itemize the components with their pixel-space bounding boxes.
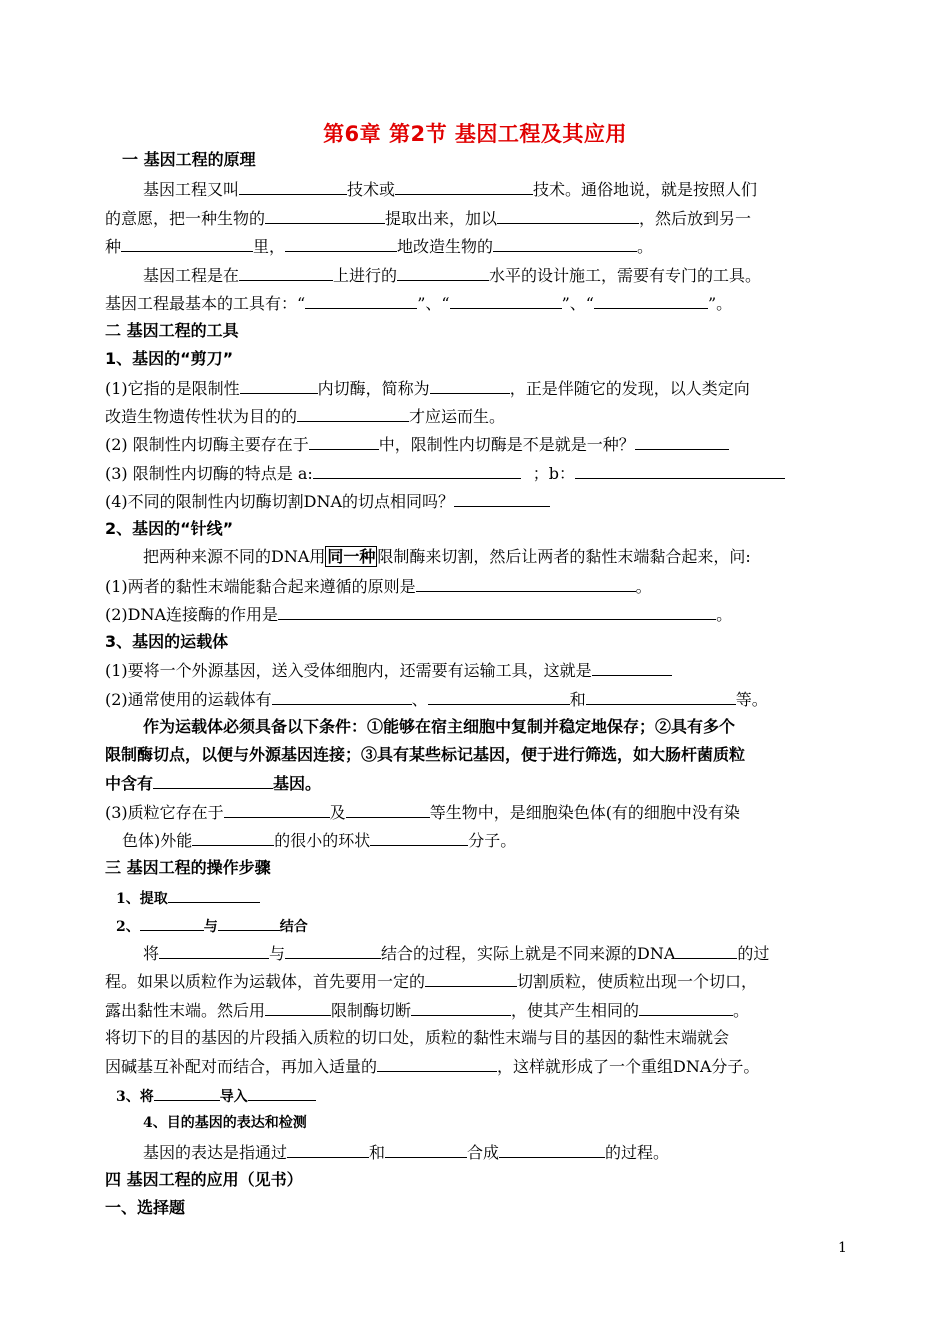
answer-blank[interactable] xyxy=(140,915,204,931)
paragraph-line: 将切下的目的基因的片段插入质粒的切口处，质粒的黏性末端与目的基因的黏性末端就会 xyxy=(105,1028,730,1047)
answer-blank[interactable] xyxy=(425,971,517,987)
paragraph-line: 基因工程是在 上进行的 水平的设计施工，需要有专门的工具。 xyxy=(143,266,762,285)
answer-blank[interactable] xyxy=(265,208,385,224)
answer-blank[interactable] xyxy=(397,265,489,281)
step-line: 1、提取 xyxy=(116,887,950,909)
answer-blank[interactable] xyxy=(272,689,412,705)
answer-blank[interactable] xyxy=(287,1142,369,1158)
bold-paragraph-line: 中含有 基因。 xyxy=(105,774,322,793)
paragraph-line: 基因工程最基本的工具有：“ ”、“ ”、“ ”。 xyxy=(105,294,733,313)
question-line: (4)不同的限制性内切酶切割DNA的切点相同吗？ xyxy=(105,491,950,512)
answer-blank[interactable] xyxy=(370,830,468,846)
section-heading-steps: 三 基因工程的操作步骤 xyxy=(105,858,271,877)
answer-blank[interactable] xyxy=(239,179,347,195)
page-title: 第6章 第2节 基因工程及其应用 xyxy=(323,122,627,146)
answer-blank[interactable] xyxy=(278,604,716,620)
subsection-heading-needle: 2、基因的“针线” xyxy=(105,519,234,538)
question-line: 改造生物遗传性状为目的的 才应运而生。 xyxy=(105,407,506,426)
answer-blank[interactable] xyxy=(450,293,562,309)
answer-blank[interactable] xyxy=(416,576,636,592)
paragraph-line: 露出黏性末端。然后用 限制酶切断 ，使其产生相同的 。 xyxy=(105,1001,750,1020)
answer-blank[interactable] xyxy=(395,179,533,195)
answer-blank[interactable] xyxy=(265,1000,331,1016)
question-line: 色体)外能 的很小的环状 分子。 xyxy=(122,831,517,850)
paragraph-line: 将 与 结合的过程，实际上就是不同来源的DNA 的过 xyxy=(143,944,770,963)
section-heading-multiple-choice: 一、选择题 xyxy=(105,1198,186,1217)
question-line: (2)DNA连接酶的作用是 。 xyxy=(105,605,733,624)
answer-blank[interactable] xyxy=(586,689,736,705)
answer-blank[interactable] xyxy=(675,943,737,959)
answer-blank[interactable] xyxy=(313,463,521,479)
bold-paragraph-line: 限制酶切点，以便与外源基因连接；③具有某些标记基因，便于进行筛选，如大肠杆菌质粒 xyxy=(105,745,746,764)
question-line: (1)它指的是限制性 内切酶，简称为 ，正是伴随它的发现，以人类定向 xyxy=(105,379,750,398)
answer-blank[interactable] xyxy=(430,378,510,394)
subsection-heading-scissors: 1、基因的“剪刀” xyxy=(105,349,234,368)
answer-blank[interactable] xyxy=(121,236,253,252)
paragraph-line: 基因工程又叫 技术或 技术。通俗地说，就是按照人们 xyxy=(143,180,758,199)
answer-blank[interactable] xyxy=(499,1142,605,1158)
paragraph-line: 把两种来源不同的DNA用 同一种 限制酶来切割，然后让两者的黏性末端黏合起来，问: xyxy=(143,547,751,566)
section-heading-applications: 四 基因工程的应用（见书） xyxy=(105,1170,303,1189)
answer-blank[interactable] xyxy=(428,689,570,705)
answer-blank[interactable] xyxy=(575,463,785,479)
subsection-heading-vector: 3、基因的运载体 xyxy=(105,632,229,651)
answer-blank[interactable] xyxy=(240,378,318,394)
answer-blank[interactable] xyxy=(454,491,550,507)
step-line: 4、目的基因的表达和检测 xyxy=(143,1115,307,1131)
question-line: (3) 限制性内切酶的特点是 a: ；b： xyxy=(105,463,950,484)
answer-blank[interactable] xyxy=(218,915,280,931)
step-line: 2、 与 结合 xyxy=(116,915,950,937)
paragraph-line: 种 里， 地改造生物的 。 xyxy=(105,237,654,256)
paragraph-line: 程。如果以质粒作为运载体，首先要用一定的 切割质粒，使质粒出现一个切口， xyxy=(105,972,758,991)
answer-blank[interactable] xyxy=(154,1085,220,1101)
answer-blank[interactable] xyxy=(493,236,637,252)
answer-blank[interactable] xyxy=(592,660,672,676)
answer-blank[interactable] xyxy=(411,1000,511,1016)
paragraph-line: 因碱基互补配对而结合，再加入适量的 ，这样就形成了一个重组DNA分子。 xyxy=(105,1057,760,1076)
question-line: (2)通常使用的运载体有 、 和 等。 xyxy=(105,690,768,709)
bold-paragraph-line: 作为运载体必须具备以下条件：①能够在宿主细胞中复制并稳定地保存；②具有多个 xyxy=(143,717,736,736)
step-line: 3、将 导入 xyxy=(116,1085,950,1107)
answer-blank[interactable] xyxy=(153,773,273,789)
answer-blank[interactable] xyxy=(639,1000,733,1016)
answer-blank[interactable] xyxy=(377,1056,497,1072)
answer-blank[interactable] xyxy=(248,1085,316,1101)
answer-blank[interactable] xyxy=(239,265,333,281)
answer-blank[interactable] xyxy=(305,293,417,309)
answer-blank[interactable] xyxy=(285,236,397,252)
paragraph-line: 基因的表达是指通过 和 合成 的过程。 xyxy=(143,1143,670,1162)
paragraph-line: 的意愿，把一种生物的 提取出来，加以 ，然后放到另一 xyxy=(105,209,752,228)
boxed-emphasis: 同一种 xyxy=(327,547,376,566)
answer-blank[interactable] xyxy=(635,434,729,450)
answer-blank[interactable] xyxy=(159,943,269,959)
answer-blank[interactable] xyxy=(346,802,430,818)
answer-blank[interactable] xyxy=(594,293,708,309)
answer-blank[interactable] xyxy=(224,802,330,818)
answer-blank[interactable] xyxy=(309,434,379,450)
section-heading-principle: 一 基因工程的原理 xyxy=(122,150,256,169)
answer-blank[interactable] xyxy=(297,406,409,422)
question-line: (2) 限制性内切酶主要存在于 中，限制性内切酶是不是就是一种？ xyxy=(105,434,950,455)
page-number: 1 xyxy=(838,1240,847,1256)
answer-blank[interactable] xyxy=(168,887,260,903)
answer-blank[interactable] xyxy=(192,830,274,846)
answer-blank[interactable] xyxy=(497,208,639,224)
question-line: (3)质粒它存在于 及 等生物中，是细胞染色体(有的细胞中没有染 xyxy=(105,803,740,822)
question-line: (1)要将一个外源基因，送入受体细胞内，还需要有运输工具，这就是 xyxy=(105,660,950,681)
answer-blank[interactable] xyxy=(285,943,381,959)
answer-blank[interactable] xyxy=(385,1142,467,1158)
section-heading-tools: 二 基因工程的工具 xyxy=(105,321,239,340)
question-line: (1)两者的黏性末端能黏合起来遵循的原则是 。 xyxy=(105,577,652,596)
